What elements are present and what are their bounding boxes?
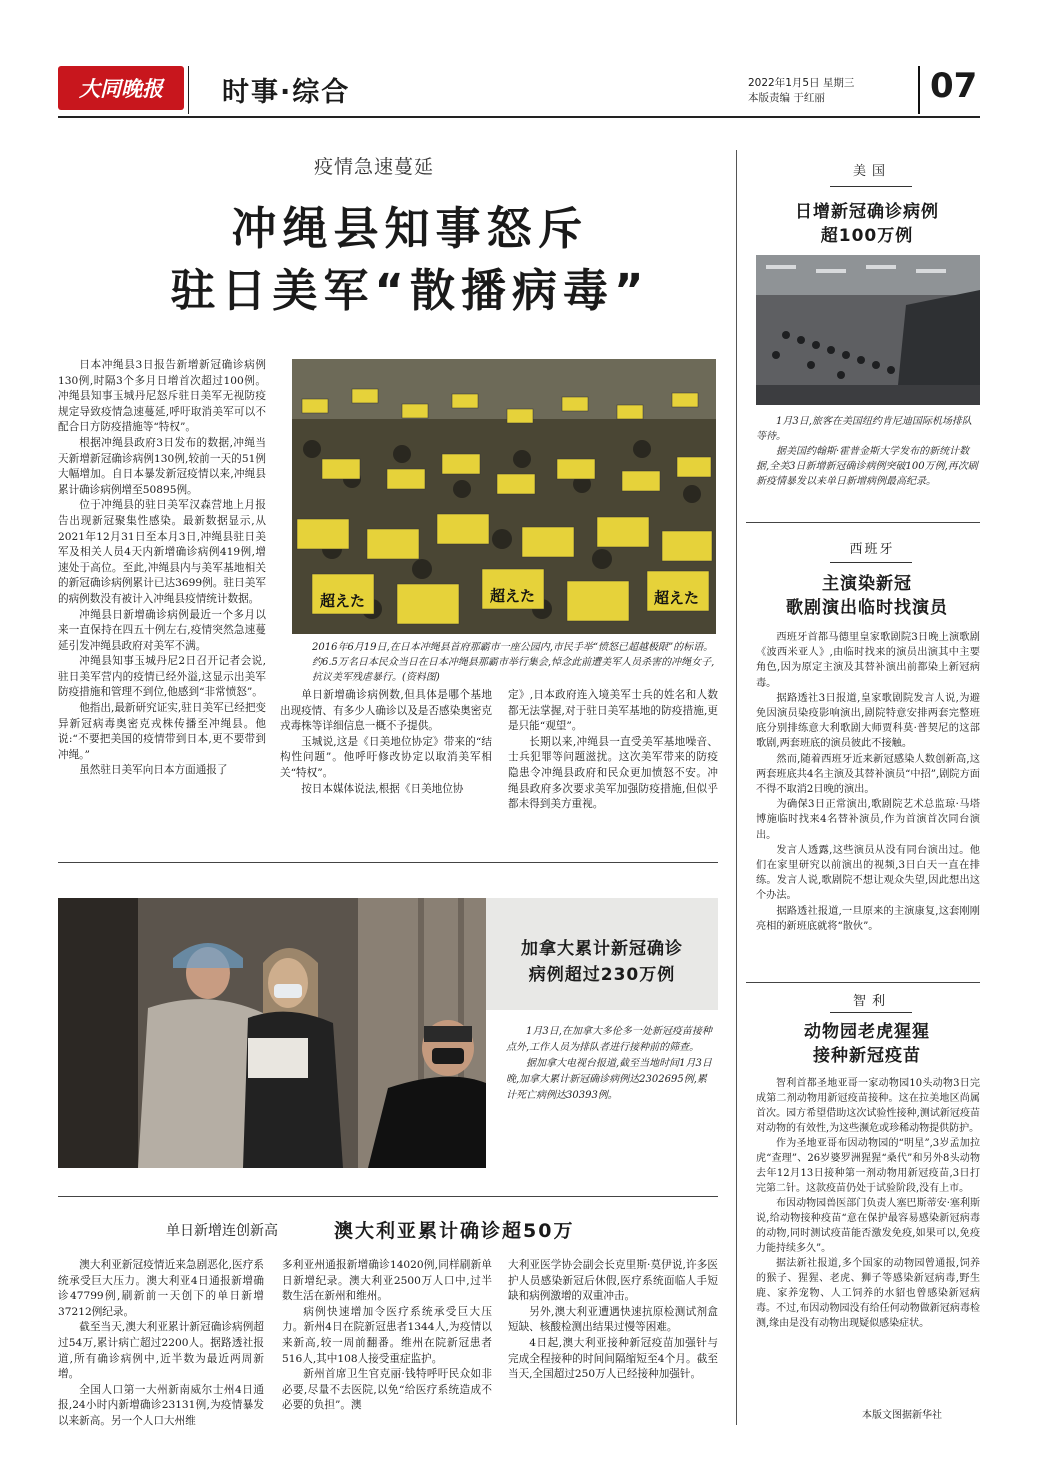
spain-headline-line-1: 主演染新冠 [822, 574, 912, 594]
paragraph: 作为圣地亚哥布因动物园的“明星”,3岁孟加拉虎“查理”、26岁婆罗洲猩猩“桑代”和另外8头动物去年12月13日接种第一剂动物用新冠疫苗,3日打完第二针。这款疫苗仍处于试验阶段,没有上市。 [756, 1138, 980, 1194]
paragraph: 大利亚医学协会副会长克里斯·莫伊说,许多医护人员感染新冠后休假,医疗系统面临人手短缺和病例激增的双重冲击。 [508, 1259, 718, 1303]
paragraph: 西班牙首都马德里皇家歌剧院3日晚上演歌剧《波西米亚人》,由临时找来的演员出演其中主要角色,因为原定主演及其替补演出前都染上新冠病毒。 [756, 632, 980, 689]
protest-crowd-image [292, 359, 716, 634]
paragraph: 智利首都圣地亚哥一家动物园10头动物3日完成第二剂动物用新冠疫苗接种。这在拉美地区尚属首次。园方希望借助这次试验性接种,测试新冠疫苗对动物的有效性,为这些濒危或珍稀动物提供防护。 [756, 1078, 980, 1134]
paragraph: 据路透社报道,一旦原来的主演康复,这套刚刚亮相的新班底就将“散伙”。 [756, 905, 980, 932]
main-column-3 [508, 688, 718, 813]
paragraph: 布因动物园兽医部门负责人塞巴斯蒂安·塞利斯说,给动物接种疫苗“意在保护最容易感染新冠病毒的动物,同时测试疫苗能否激发免疫,如果可以,免疫力能持续多久”。 [756, 1198, 980, 1254]
paragraph: 多利亚州通报新增确诊14020例,同样刷新单日新增纪录。澳大利亚2500万人口中,过半数生活在新州和维州。 [282, 1259, 492, 1303]
protest-photo [292, 359, 716, 634]
chile-headline-line-2: 接种新冠疫苗 [813, 1046, 921, 1066]
paragraph: 玉城说,这是《日美地位协定》带来的“结构性问题”。他呼吁修改协定以取消美军相关“特权”。 [280, 735, 492, 779]
sign-text: 超えた [654, 589, 700, 607]
spain-body [756, 630, 980, 934]
paragraph: 日本冲绳县3日报告新增新冠确诊病例130例,时隔3个多月日增首次超过100例。冲绳县知事玉城丹尼怒斥驻日美军无视防疫规定导致疫情急速蔓延,呼吁取消美军可以不配合日方防疫措施等“特权”。 [58, 359, 266, 434]
paragraph: 发言人透露,这些演员从没有同台演出过。他们在家里研究以前演出的视频,3日白天一直在排练。发言人说,歌剧院不想让观众失望,因此想出这个办法。 [756, 844, 980, 902]
main-headline [80, 198, 740, 322]
canada-photo [58, 898, 486, 1168]
section-divider [58, 1196, 718, 1197]
paragraph: 据路透社3日报道,皇家歌剧院发言人说,为避免因演员染疫影响演出,剧院特意安排两套完整班底分别排练意大利歌剧大师贾科莫·普契尼的这部歌剧,两套班底的演员彼此不接触。 [756, 692, 980, 750]
paragraph: 虽然驻日美军向日本方面通报了 [79, 764, 228, 777]
australia-column-2 [282, 1258, 492, 1414]
paragraph: 4日起,澳大利亚接种新冠疫苗加强针与完成全程接种的时间间隔缩短至4个月。截至当天,全国超过250万人已经接种加强针。 [508, 1336, 718, 1381]
main-column-1 [58, 358, 266, 779]
caption-paragraph: 1月3日,旅客在美国纽约肯尼迪国际机场排队等待。 [756, 416, 972, 442]
main-column-2 [280, 688, 492, 797]
date-block [748, 76, 854, 106]
paragraph: 据法新社报道,多个国家的动物园曾通报,饲养的猴子、猩猩、老虎、狮子等感染新冠病毒,野生鹿、家养宠物、人工饲养的水貂也曾感染新冠病毒。不过,布因动物园没有给任何动物做新冠病毒检测,缘由是没有动物出现疑似感染症状。 [756, 1258, 980, 1329]
caption-paragraph: 据加拿大电视台报道,截至当地时间1月3日晚,加拿大累计新冠确诊病例达2302695例,累计死亡病例达30393例。 [506, 1058, 712, 1101]
australia-column-3 [508, 1258, 718, 1383]
paragraph: 病例快速增加令医疗系统承受巨大压力。新州4日在院新冠患者1344人,为疫情以来新高,较一周前翻番。维州在院新冠患者516人,其中108人接受重症监护。 [282, 1305, 492, 1365]
australia-column-1 [58, 1258, 264, 1430]
paragraph: 全国人口第一大州新南威尔士州4日通报,24小时内新增确诊23131例,为疫情暴发以来新高。另一个人口大州维 [58, 1383, 264, 1427]
paragraph: 定》,日本政府连入境美军士兵的姓名和人数都无法掌握,对于驻日美军基地的防疫措施,更是只能“观望”。 [508, 689, 718, 733]
chile-headline [756, 1020, 978, 1068]
paragraph: 按日本媒体说法,根据《日美地位协 [301, 782, 464, 795]
spain-country-label: 西班牙 [849, 542, 895, 557]
paragraph: 截至当天,澳大利亚累计新冠确诊病例超过54万,累计病亡超过2200人。据路透社报道,所有确诊病例中,近半数为最近两周新增。 [58, 1321, 264, 1381]
canada-headline [486, 936, 718, 988]
paragraph: 单日新增确诊病例数,但具体是哪个基地出现疫情、有多少人确诊以及是否感染奥密克戎毒株等详细信息一概不予提供。 [280, 689, 492, 733]
chile-body [756, 1076, 980, 1331]
page-editor: 本版责编 于红丽 [748, 92, 825, 104]
paragraph: 另外,澳大利亚遭遇快速抗原检测试剂盒短缺、核酸检测出结果过慢等困难。 [508, 1305, 718, 1334]
paragraph: 澳大利亚新冠疫情近来急剧恶化,医疗系统承受巨大压力。澳大利亚4日通报新增确诊47799例,刷新前一天创下的单日新增37212例纪录。 [58, 1259, 264, 1318]
caption-paragraph: 据美国约翰斯·霍普金斯大学发布的新统计数据,全美3日新增新冠确诊病例突破100万例,再次刷新疫情暴发以来单日新增病例最高纪录。 [756, 446, 978, 487]
section-divider [746, 522, 980, 523]
section-divider [58, 862, 718, 863]
chile-headline-line-1: 动物园老虎猩猩 [804, 1022, 930, 1042]
spain-headline-line-2: 歌剧演出临时找演员 [786, 598, 948, 618]
paragraph: 他指出,最新研究证实,驻日美军已经把变异新冠病毒奥密克戎株传播至冲绳县。他说:“不要把美国的疫情带到日本,更不要带到冲绳。” [58, 702, 267, 761]
section-title: 时事·综合 [222, 77, 351, 108]
usa-country-label: 美国 [852, 164, 891, 179]
paragraph: 根据冲绳县政府3日发布的数据,冲绳当天新增新冠确诊病例130例,较前一天的51例大幅增加。自日本暴发新冠疫情以来,冲绳县累计确诊病例增至50895例。 [58, 436, 266, 496]
header-divider [188, 66, 189, 114]
paragraph: 位于冲绳县的驻日美军汉森营地上月报告出现新冠聚集性感染。最新数据显示,从2021年12月31日至本月3日,冲绳县驻日美军及相关人员4天内新增确诊病例419例,增速处于高位。至此,冲绳县内与美军基地相关的新冠确诊病例累计已达3699例。驻日美军的病例数没有被计入冲绳县疫情统计数据。 [58, 499, 266, 605]
issue-date: 2022年1月5日 星期三 [748, 77, 855, 89]
australia-kicker: 单日新增连创新高 [166, 1223, 278, 1239]
paragraph: 为确保3日正常演出,歌剧院艺术总监琼·马塔博施临时找来4名替补演员,作为首演首次同台演出。 [756, 799, 980, 841]
canada-headline-line-1: 加拿大累计新冠确诊 [521, 939, 683, 959]
paragraph: 长期以来,冲绳县一直受美军基地噪音、士兵犯罪等问题滋扰。这次美军带来的防疫隐患令冲绳县政府和民众更加愤怒不安。冲绳县政府多次要求美军加强防疫措施,但似乎都未得到美方重视。 [508, 735, 718, 811]
country-label-rule [830, 186, 912, 187]
page-number-divider [918, 66, 920, 114]
section-divider [746, 982, 980, 983]
country-label-rule [830, 1012, 912, 1013]
usa-headline [756, 200, 978, 248]
paragraph: 冲绳县日新增确诊病例最近一个多月以来一直保持在四五十例左右,疫情突然急速蔓延引发冲绳县政府对美军不满。 [58, 608, 266, 652]
airport-photo [756, 255, 980, 405]
canada-headline-line-2: 病例超过230万例 [528, 965, 676, 985]
australia-headline: 澳大利亚累计确诊超50万 [334, 1220, 575, 1242]
headline-line-1: 冲绳县知事怒斥 [231, 202, 589, 255]
protest-photo-caption: 2016年6月19日,在日本冲绳县首府那霸市一座公园内,市民手举“愤怒已超越极限”的标语。约6.5万名日本民众当日在日本冲绳县那霸市举行集会,悼念此前遭美军人员杀害的冲绳女子,抗议美军残虐暴行。(资料图) [312, 642, 715, 683]
paragraph: 然而,随着西班牙近来新冠感染人数创新高,这两套班底共4名主演及其替补演员“中招”,剧院方面不得不取消2日晚的演出。 [756, 753, 980, 796]
header-rule [58, 116, 980, 118]
vaccine-site-image [58, 898, 486, 1168]
canada-caption [506, 1024, 712, 1104]
usa-headline-line-1: 日增新冠确诊病例 [795, 202, 939, 222]
spain-headline [756, 572, 978, 620]
sign-text: 超えた [320, 592, 366, 610]
photo-credit: 本版文图据新华社 [862, 1410, 942, 1421]
sign-text: 超えた [490, 587, 536, 605]
headline-line-2: 驻日美军“散播病毒” [170, 264, 650, 317]
paragraph: 冲绳县知事玉城丹尼2日召开记者会说,驻日美军营内的疫情已经外溢,这显示出美军防疫措施和管理不到位,他感到“非常愤怒”。 [58, 655, 266, 699]
usa-caption [756, 414, 978, 489]
airport-queue-image [756, 255, 980, 405]
chile-country-label: 智利 [852, 994, 891, 1009]
caption-paragraph: 1月3日,在加拿大多伦多一处新冠疫苗接种点外,工作人员为排队者进行接种前的筛查。 [506, 1026, 712, 1053]
newspaper-logo: 大同晚报 [58, 66, 184, 110]
column-separator [736, 150, 737, 1425]
main-kicker: 疫情急速蔓延 [314, 156, 435, 178]
usa-headline-line-2: 超100万例 [820, 226, 914, 246]
country-label-rule [830, 562, 912, 563]
page-number: 07 [930, 66, 978, 106]
paragraph: 新州首席卫生官克丽·钱特呼吁民众如非必要,尽量不去医院,以免“给医疗系统造成不必要的负担”。澳 [282, 1368, 492, 1412]
